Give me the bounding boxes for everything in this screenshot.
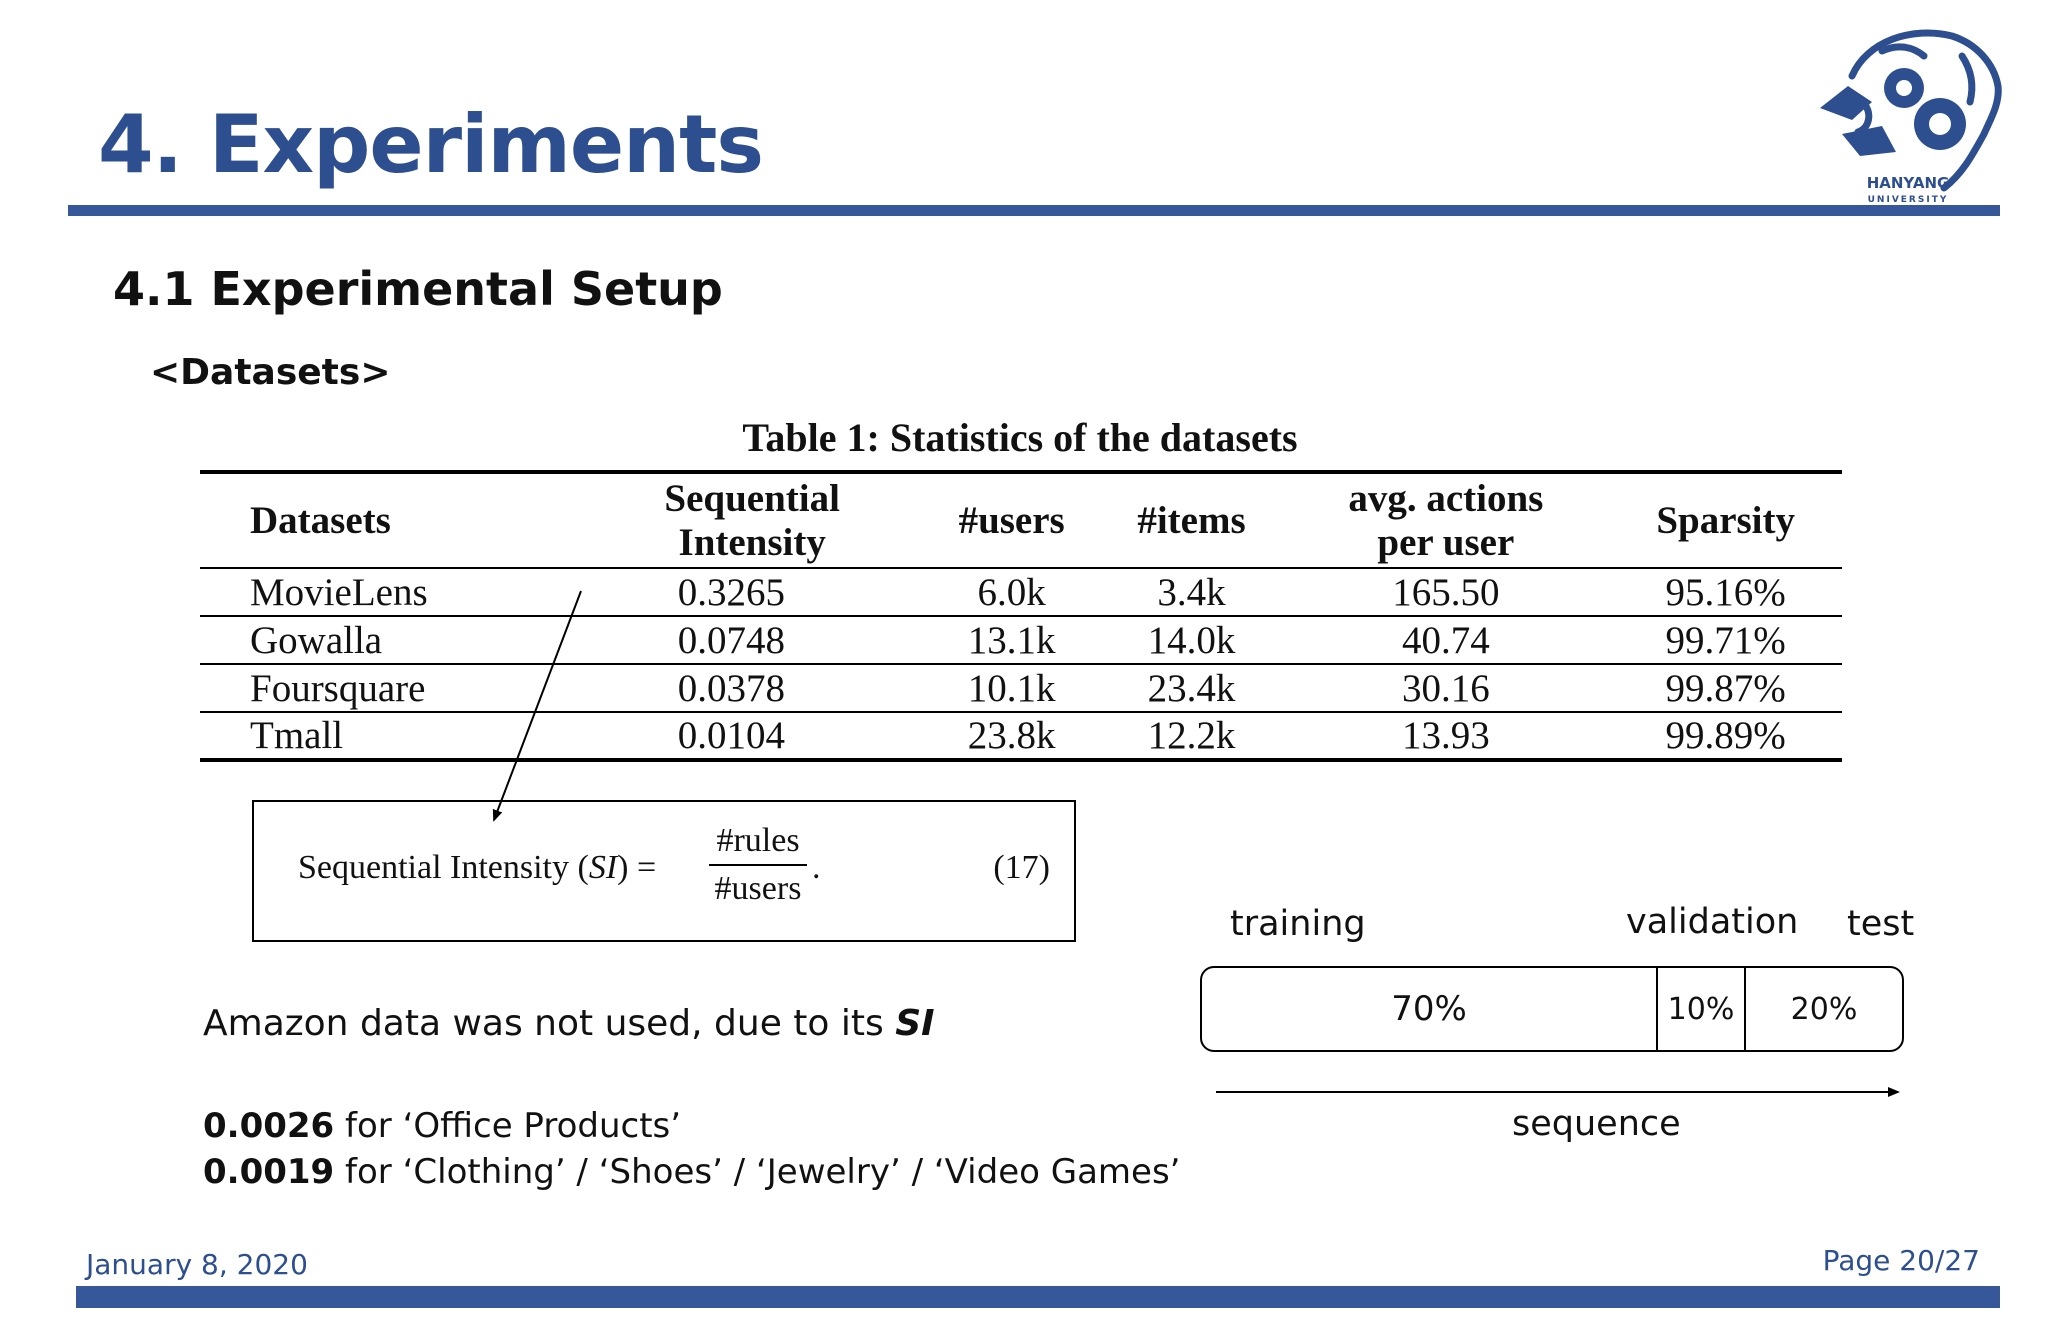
training-label: training: [1230, 904, 1366, 944]
table-cell: 10.1k: [923, 664, 1101, 712]
fraction-bar: [709, 864, 807, 866]
header-sparsity: Sparsity: [1656, 498, 1796, 542]
footer-date: January 8, 2020: [86, 1248, 308, 1281]
sequence-label: sequence: [1512, 1104, 1681, 1144]
logo-name: HANYANG: [1866, 174, 1950, 192]
table-cell: 99.89%: [1609, 712, 1842, 760]
slide-title: 4. Experiments: [98, 98, 763, 191]
table-cell: 0.3265: [582, 568, 923, 616]
table-cell: 14.0k: [1101, 616, 1283, 664]
table-cell: 40.74: [1282, 616, 1609, 664]
formula-lhs: Sequential Intensity (SI) =: [298, 849, 657, 886]
office-products-note: 0.0026 for ‘Office Products’: [203, 1106, 682, 1146]
table-cell: 13.93: [1282, 712, 1609, 760]
table-cell: 23.8k: [923, 712, 1101, 760]
si-formula-box: [252, 800, 1076, 942]
table-row: [200, 568, 1842, 616]
table-cell: Gowalla: [200, 616, 582, 664]
validation-label: validation: [1626, 902, 1799, 942]
table-cell: 30.16: [1282, 664, 1609, 712]
table-caption: Table 1: Statistics of the datasets: [742, 415, 1298, 460]
formula-period: .: [812, 849, 821, 886]
table-row: [200, 712, 1842, 760]
table-cell: 99.87%: [1609, 664, 1842, 712]
table-cell: 0.0104: [582, 712, 923, 760]
data-split-bar: [1200, 966, 1904, 1052]
table-cell: 0.0748: [582, 616, 923, 664]
table-cell: 6.0k: [923, 568, 1101, 616]
header-users: #users: [958, 498, 1065, 542]
formula-fraction: [709, 822, 807, 908]
table-cell: Tmall: [200, 712, 582, 760]
table-cell: 13.1k: [923, 616, 1101, 664]
section-heading: 4.1 Experimental Setup: [113, 262, 723, 316]
header-avg-actions: avg. actions per user: [1348, 476, 1544, 564]
training-segment: 70%: [1202, 968, 1658, 1050]
table-cell: Foursquare: [200, 664, 582, 712]
header-items: #items: [1137, 498, 1246, 542]
table-header-row: [200, 472, 1842, 568]
header-sequential-intensity: Sequential Intensity: [664, 476, 840, 564]
table-cell: 0.0378: [582, 664, 923, 712]
footer-bar: [76, 1286, 2000, 1308]
table-cell: 23.4k: [1101, 664, 1283, 712]
table-row: [200, 616, 1842, 664]
table-cell: 99.71%: [1609, 616, 1842, 664]
test-label: test: [1847, 904, 1915, 944]
table-cell: MovieLens: [200, 568, 582, 616]
title-underline: [68, 205, 2000, 216]
clothing-note: 0.0019 for ‘Clothing’ / ‘Shoes’ / ‘Jewelry’ / ‘Video Games’: [203, 1152, 1181, 1192]
table-cell: 95.16%: [1609, 568, 1842, 616]
table-cell: 165.50: [1282, 568, 1609, 616]
header-datasets: Datasets: [250, 498, 391, 542]
formula-numerator: #rules: [716, 822, 800, 859]
formula-denominator: #users: [714, 870, 802, 907]
page-number: Page 20/27: [1822, 1244, 1980, 1277]
amazon-note: Amazon data was not used, due to its SI: [203, 1003, 935, 1044]
logo-sub: UNIVERSITY: [1867, 195, 1949, 205]
hanyang-lion-logo-icon: [1812, 16, 2004, 206]
validation-segment: 10%: [1658, 968, 1746, 1050]
table-cell: 3.4k: [1101, 568, 1283, 616]
equation-number: (17): [993, 849, 1050, 886]
table-cell: 12.2k: [1101, 712, 1283, 760]
datasets-label: <Datasets>: [150, 352, 391, 393]
dataset-statistics-table: [200, 470, 1842, 762]
test-segment: 20%: [1790, 991, 1858, 1027]
table-row: [200, 664, 1842, 712]
